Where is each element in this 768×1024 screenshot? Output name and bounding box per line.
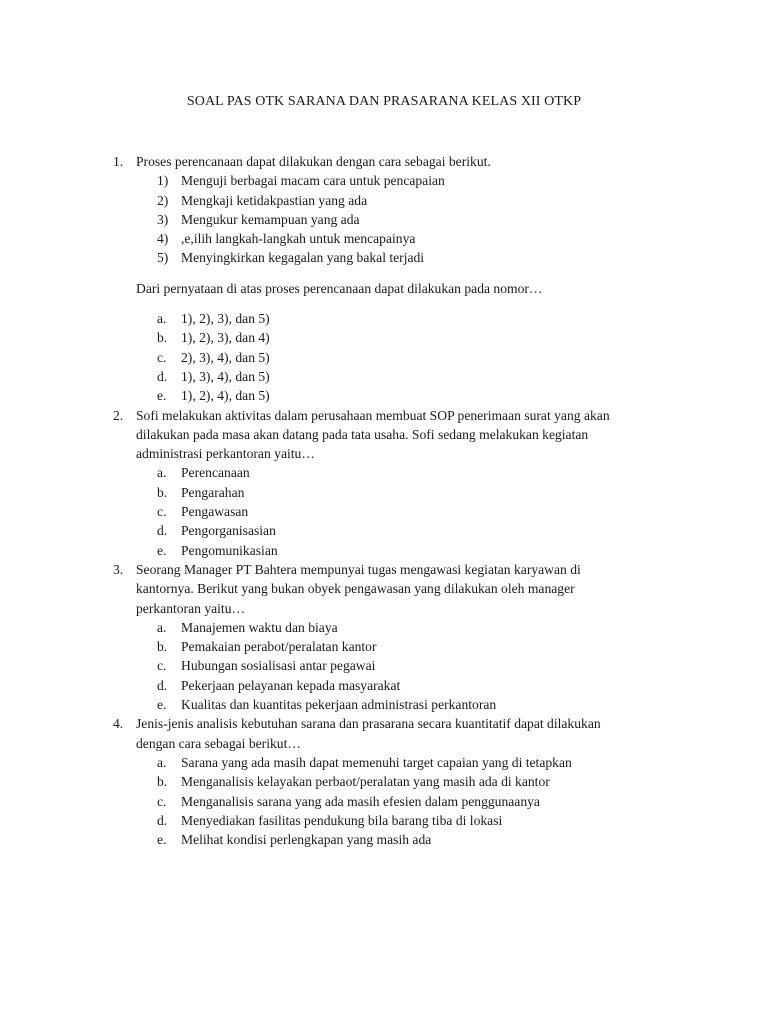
option-text: Menganalisis kelayakan perbaot/peralatan yang masih ada di kantor: [181, 774, 550, 790]
option-text: 1), 3), 4), dan 5): [181, 368, 270, 384]
option-text: Pemakaian perabot/peralatan kantor: [181, 639, 377, 655]
answer-option: [0, 656, 768, 675]
question-text: dilakukan pada masa akan datang pada tata usaha. Sofi sedang melakukan kegiatan: [136, 426, 589, 442]
option-marker: c.: [157, 504, 167, 520]
statement-item: [0, 171, 768, 190]
question-line: [0, 152, 768, 171]
question-line: [0, 425, 768, 444]
option-text: 1), 2), 3), dan 4): [181, 330, 270, 346]
option-text: Manajemen waktu dan biaya: [181, 619, 338, 635]
answer-option: [0, 328, 768, 347]
question-2: [0, 406, 768, 560]
question-line: [0, 714, 768, 733]
answer-option: [0, 695, 768, 714]
option-text: 2), 3), 4), dan 5): [181, 349, 270, 365]
statement-marker: 2): [157, 192, 169, 208]
option-marker: b.: [157, 330, 168, 346]
answer-option: [0, 521, 768, 540]
option-marker: d.: [157, 368, 168, 384]
spacer: [0, 298, 768, 309]
answer-option: [0, 830, 768, 849]
spacer: [0, 268, 768, 279]
option-text: Pengawasan: [181, 504, 249, 520]
answer-option: [0, 618, 768, 637]
question-line: [0, 444, 768, 463]
question-text: Seorang Manager PT Bahtera mempunyai tugas mengawasi kegiatan karyawan di: [136, 561, 581, 577]
answer-option: [0, 309, 768, 328]
question-line: [0, 560, 768, 579]
question-text: dengan cara sebagai berikut…: [136, 735, 301, 751]
statement-item: [0, 248, 768, 267]
question-line: [0, 734, 768, 753]
option-marker: e.: [157, 832, 167, 848]
question-text: Jenis-jenis analisis kebutuhan sarana dan prasarana secara kuantitatif dapat dilakukan: [136, 716, 601, 732]
statement-text: ,e,ilih langkah-langkah untuk mencapainya: [181, 231, 416, 247]
statement-marker: 3): [157, 211, 169, 227]
option-text: Melihat kondisi perlengkapan yang masih ada: [181, 832, 432, 848]
answer-option: [0, 792, 768, 811]
option-text: Hubungan sosialisasi antar pegawai: [181, 658, 376, 674]
option-text: Menganalisis sarana yang ada masih efesien dalam penggunaanya: [181, 793, 540, 809]
answer-option: [0, 386, 768, 405]
option-text: Menyediakan fasilitas pendukung bila barang tiba di lokasi: [181, 812, 503, 828]
option-text: Kualitas dan kuantitas pekerjaan administrasi perkantoran: [181, 697, 497, 713]
option-text: Pengarahan: [181, 484, 245, 500]
statement-marker: 4): [157, 231, 169, 247]
answer-option: [0, 753, 768, 772]
question-line: [0, 599, 768, 618]
question-text: Proses perencanaan dapat dilakukan dengan cara sebagai berikut.: [136, 154, 491, 169]
option-text: Perencanaan: [181, 465, 250, 481]
question-number: 2.: [113, 407, 124, 423]
answer-option: [0, 811, 768, 830]
option-marker: a.: [157, 311, 167, 327]
statement-item: [0, 191, 768, 210]
option-marker: c.: [157, 349, 167, 365]
option-marker: e.: [157, 697, 167, 713]
option-text: 1), 2), 4), dan 5): [181, 388, 270, 404]
option-marker: d.: [157, 812, 168, 828]
answer-option: [0, 772, 768, 791]
option-marker: b.: [157, 639, 168, 655]
statement-item: [0, 210, 768, 229]
option-marker: d.: [157, 677, 168, 693]
option-marker: c.: [157, 793, 167, 809]
question-text: kantornya. Berikut yang bukan obyek pengawasan yang dilakukan oleh manager: [136, 581, 575, 597]
question-number: 1.: [113, 154, 124, 169]
answer-option: [0, 541, 768, 560]
statement-marker: 5): [157, 250, 169, 266]
question-text: administrasi perkantoran yaitu…: [136, 446, 315, 462]
question-prompt: Dari pernyataan di atas proses perencanaan dapat dilakukan pada nomor…: [136, 280, 543, 296]
statement-marker: 1): [157, 173, 169, 189]
question-text: perkantoran yaitu…: [136, 600, 246, 616]
answer-option: [0, 483, 768, 502]
question-list: [0, 152, 768, 849]
document-title: SOAL PAS OTK SARANA DAN PRASARANA KELAS XII OTKP: [186, 94, 582, 109]
answer-option: [0, 502, 768, 521]
option-marker: e.: [157, 388, 167, 404]
question-line: [0, 579, 768, 598]
question-prompt-line: [0, 279, 768, 298]
statement-text: Menyingkirkan kegagalan yang bakal terjadi: [181, 250, 425, 266]
question-4: [0, 714, 768, 849]
question-1: [0, 152, 768, 406]
option-text: Pengorganisasian: [181, 523, 276, 539]
option-marker: c.: [157, 658, 167, 674]
question-text: Sofi melakukan aktivitas dalam perusahaan membuat SOP penerimaan surat yang akan: [136, 407, 610, 423]
answer-option: [0, 463, 768, 482]
option-text: Sarana yang ada masih dapat memenuhi target capaian yang di tetapkan: [181, 754, 572, 770]
option-marker: a.: [157, 754, 167, 770]
question-line: [0, 406, 768, 425]
option-marker: d.: [157, 523, 168, 539]
option-text: Pekerjaan pelayanan kepada masyarakat: [181, 677, 401, 693]
option-marker: b.: [157, 774, 168, 790]
option-marker: a.: [157, 465, 167, 481]
question-3: [0, 560, 768, 714]
answer-option: [0, 637, 768, 656]
statement-item: [0, 229, 768, 248]
answer-option: [0, 367, 768, 386]
option-marker: b.: [157, 484, 168, 500]
statement-text: Mengkaji ketidakpastian yang ada: [181, 192, 368, 208]
option-marker: a.: [157, 619, 167, 635]
answer-option: [0, 676, 768, 695]
question-number: 3.: [113, 561, 124, 577]
option-text: 1), 2), 3), dan 5): [181, 311, 270, 327]
statement-text: Menguji berbagai macam cara untuk pencapaian: [181, 173, 445, 189]
option-text: Pengomunikasian: [181, 542, 278, 558]
statement-text: Mengukur kemampuan yang ada: [181, 211, 360, 227]
option-marker: e.: [157, 542, 167, 558]
question-number: 4.: [113, 716, 124, 732]
answer-option: [0, 348, 768, 367]
